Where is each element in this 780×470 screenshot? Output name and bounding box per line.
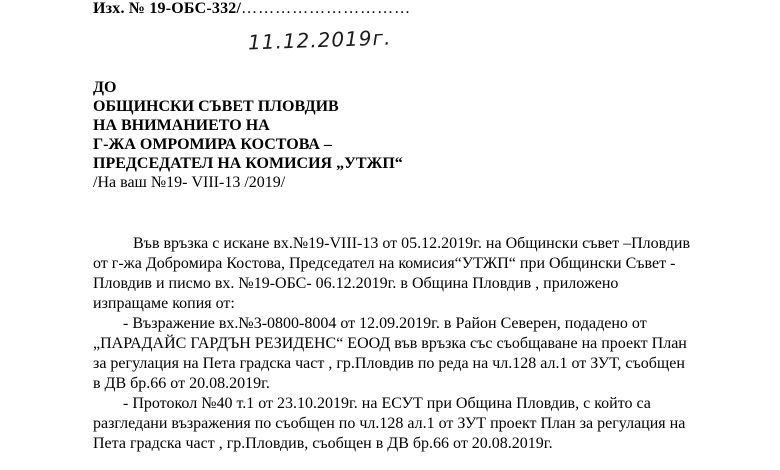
addressee-block bbox=[93, 78, 403, 192]
body-line: - Възражение вх.№3-0800-8004 от 12.09.2019г. в Район Северен, подадено от bbox=[123, 315, 647, 332]
body-line: от г-жа Добромира Костова, Председател на комисия“УТЖП“ при Общински Съвет - bbox=[93, 255, 676, 272]
addressee-attention: НА ВНИМАНИЕТО НА bbox=[93, 117, 270, 134]
body-line: изпращаме копия от: bbox=[93, 295, 235, 312]
body-line: за регулация на Пета градска част , гр.Пловдив по реда на чл.128 ал.1 от ЗУТ, съобщен bbox=[93, 355, 685, 372]
body-line: „ПАРАДАЙС ГАРДЪН РЕЗИДЕНС“ ЕООД във връзка със съобщаване на проект План bbox=[93, 335, 687, 352]
addressee-council: ОБЩИНСКИ СЪВЕТ ПЛОВДИВ bbox=[93, 98, 339, 115]
body-line: - Протокол №40 т.1 от 23.10.2019г. на ЕСУТ при Община Пловдив, с който са bbox=[123, 395, 651, 412]
letter-body bbox=[93, 234, 758, 454]
body-line: в ДВ бр.66 от 20.08.2019г. bbox=[93, 375, 270, 392]
reference-dots: ………………………… bbox=[241, 0, 412, 17]
body-line: Пловдив и писмо вх. №19-ОБС- 06.12.2019г. в Община Пловдив , приложено bbox=[93, 275, 619, 292]
addressee-person: Г-ЖА ОМРОМИРА КОСТОВА – bbox=[93, 136, 332, 153]
outgoing-reference bbox=[93, 0, 411, 18]
handwritten-date: 11.12.2019г. bbox=[247, 25, 392, 55]
body-line: Пета градска част , гр.Пловдив, съобщен в ДВ бр.66 от 20.08.2019г. bbox=[93, 435, 553, 452]
body-line: разгледани възражения по съобщен по чл.128 ал.1 от ЗУТ проект План за регулация на bbox=[93, 415, 686, 432]
your-reference: /На ваш №19- VIII-13 /2019/ bbox=[93, 174, 286, 191]
reference-number: Изх. № 19-ОБС-332/ bbox=[93, 0, 242, 17]
addressee-position: ПРЕДСЕДАТЕЛ НА КОМИСИЯ „УТЖП“ bbox=[93, 155, 403, 172]
addressee-to: ДО bbox=[93, 79, 117, 96]
body-line: Във връзка с искане вх.№19-VIII-13 от 05.12.2019г. на Общински съвет –Пловдив bbox=[133, 235, 691, 252]
